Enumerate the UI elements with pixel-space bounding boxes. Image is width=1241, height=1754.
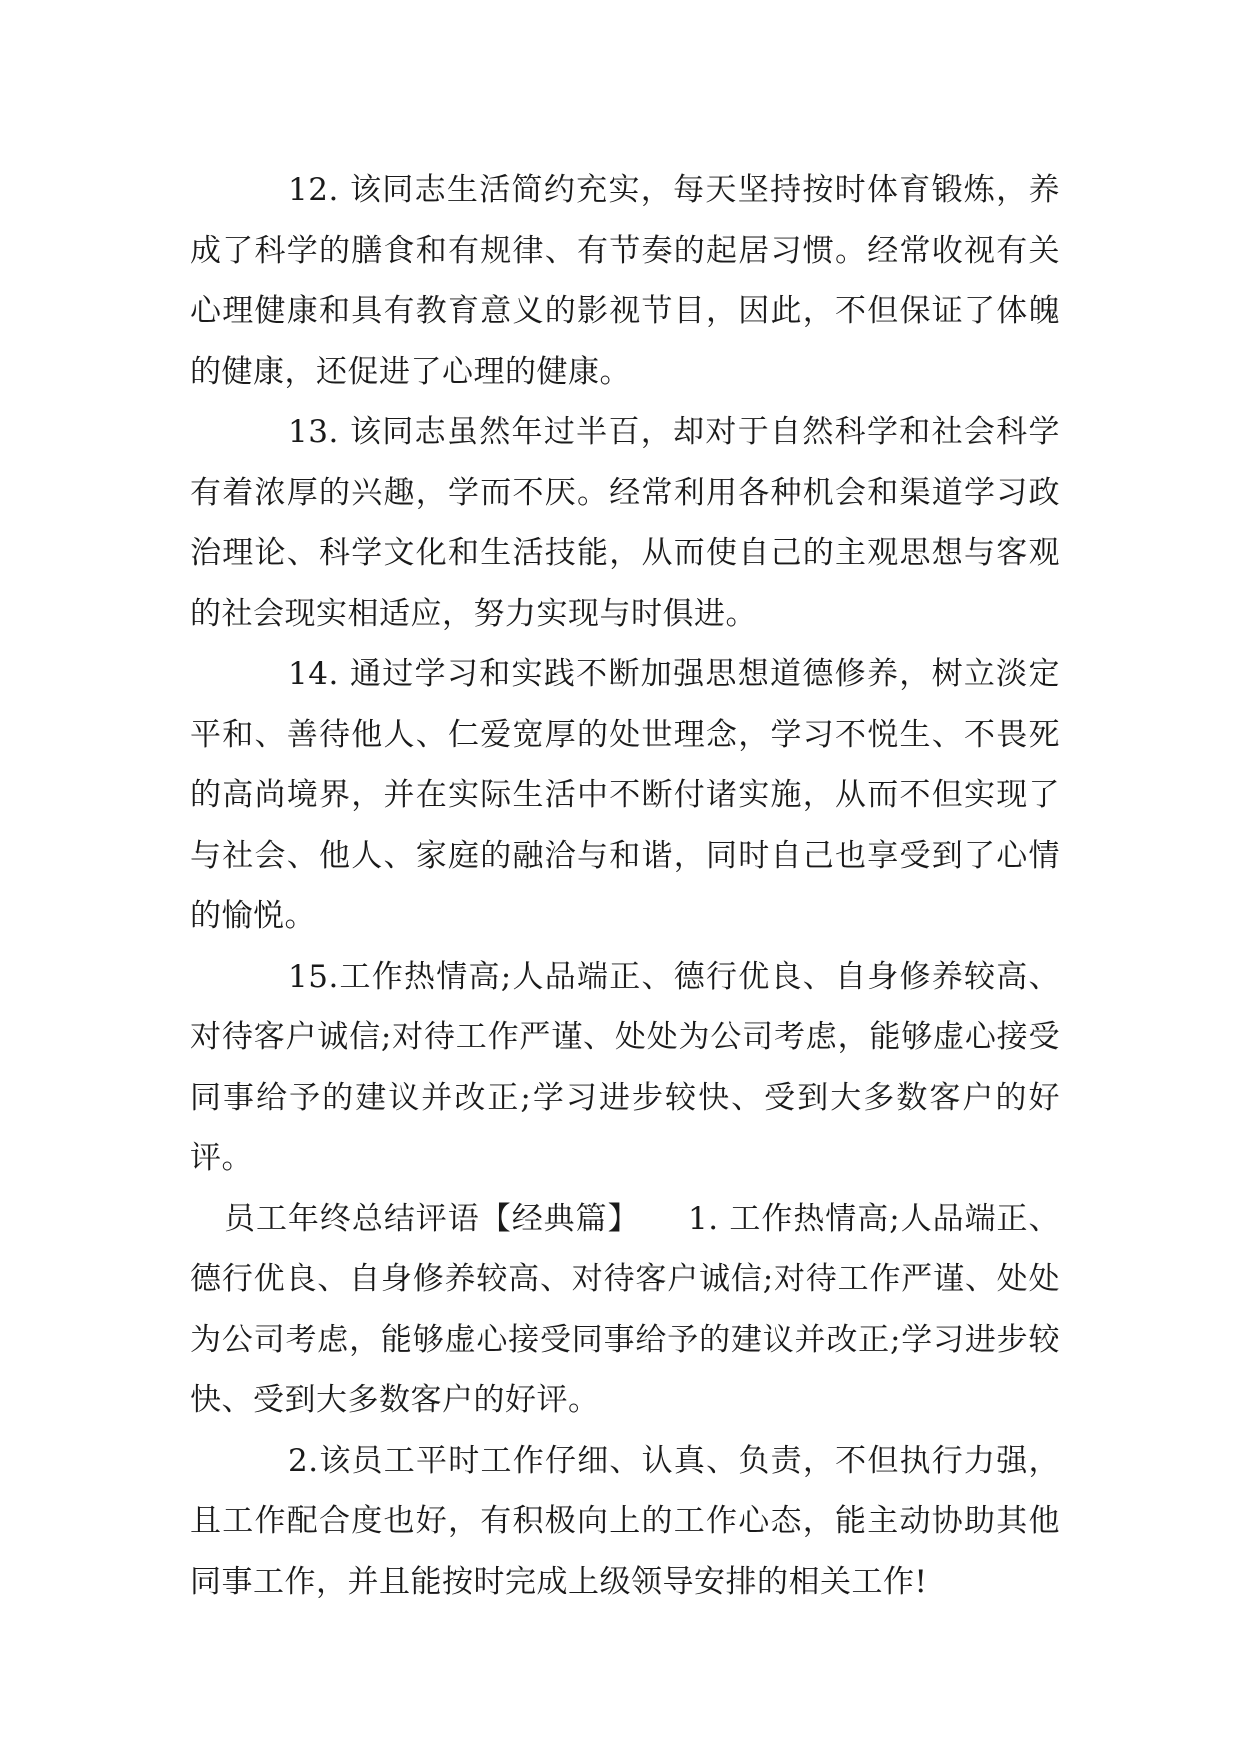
paragraph-12: 12. 该同志生活简约充实，每天坚持按时体育锻炼，养成了科学的膳食和有规律、有节奏的起居习惯。经常收视有关心理健康和具有教育意义的影视节目，因此，不但保证了体魄的健康，还促进了心理的健康。	[190, 172, 1060, 390]
paragraph-13: 13. 该同志虽然年过半百，却对于自然科学和社会科学有着浓厚的兴趣，学而不厌。经常利用各种机会和渠道学习政治理论、科学文化和生活技能，从而使自己的主观思想与客观的社会现实相适应，努力实现与时俱进。	[190, 414, 1060, 632]
document-body	[190, 160, 1060, 1612]
section-classic-paragraph-1: 员工年终总结评语【经典篇】 1. 工作热情高;人品端正、德行优良、自身修养较高、对待客户诚信;对待工作严谨、处处为公司考虑，能够虚心接受同事给予的建议并改正;学习进步较快、受到大多数客户的好评。	[190, 1200, 1060, 1418]
section-classic-paragraph-2: 2.该员工平时工作仔细、认真、负责，不但执行力强，且工作配合度也好，有积极向上的工作心态，能主动协助其他同事工作，并且能按时完成上级领导安排的相关工作!	[190, 1442, 1060, 1600]
paragraph-15: 15.工作热情高;人品端正、德行优良、自身修养较高、对待客户诚信;对待工作严谨、处处为公司考虑，能够虚心接受同事给予的建议并改正;学习进步较快、受到大多数客户的好评。	[190, 958, 1060, 1176]
paragraph-14: 14. 通过学习和实践不断加强思想道德修养，树立淡定平和、善待他人、仁爱宽厚的处世理念，学习不悦生、不畏死的高尚境界，并在实际生活中不断付诸实施，从而不但实现了与社会、他人、家庭的融洽与和谐，同时自己也享受到了心情的愉悦。	[190, 656, 1060, 934]
